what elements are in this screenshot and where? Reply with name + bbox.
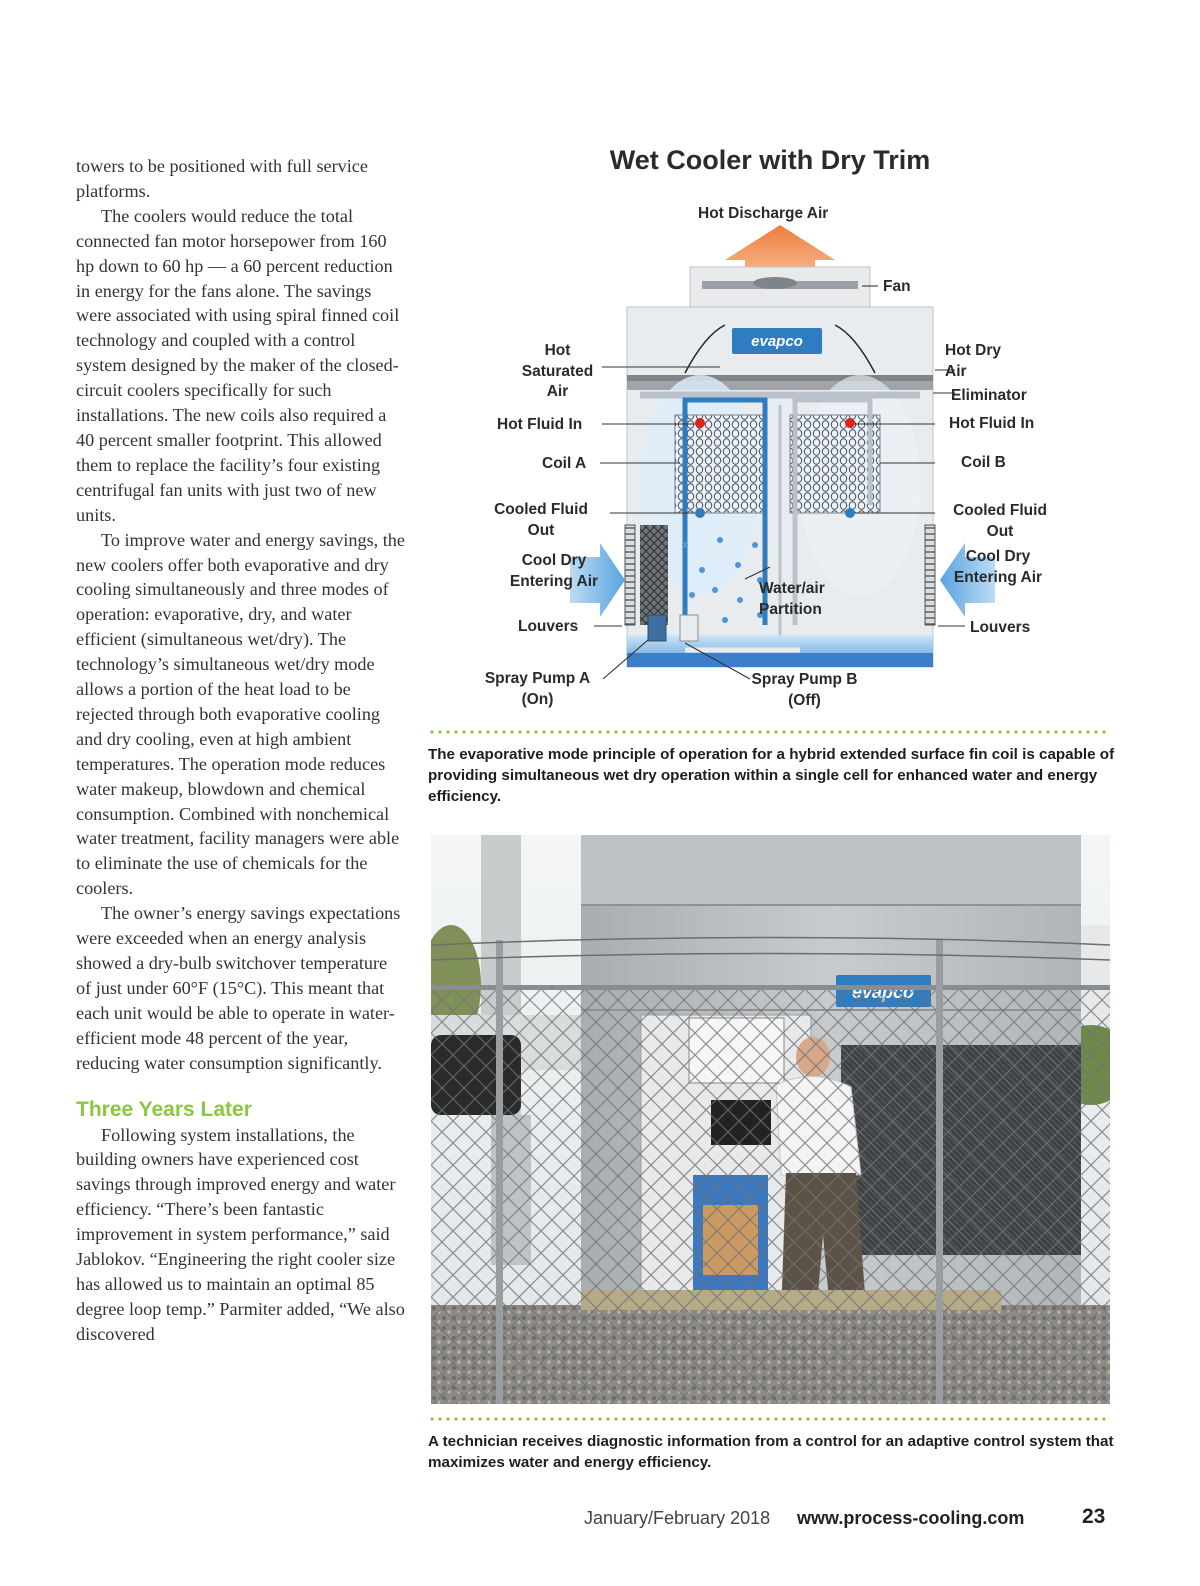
label-louvers-right: Louvers — [970, 619, 1031, 636]
article-paragraph: To improve water and energy savings, the new coolers offer both evaporative and dry cooling simultaneously and three modes of operation: evaporative, dry, and water efficient (simultaneous wet/dry). The technology’s simultaneous wet/dry mode allows a portion of the heat load to be rejected through both evaporative cooling and dry cooling, even at high ambient temperatures. The operation mode reduces water makeup, blowdown and chemical consumption. Combined with nonchemical water treatment, facility managers were able to eliminate the use of chemicals for the coolers. — [76, 529, 405, 899]
coil-a — [675, 415, 765, 513]
label-coil-a: Coil A — [542, 455, 587, 472]
page-number: 23 — [1082, 1505, 1106, 1528]
label-cooled-fluid-out-right: Cooled Fluid Out — [953, 502, 1047, 540]
technician-photo — [431, 835, 1110, 1404]
article-paragraph: The coolers would reduce the total connected fan motor horsepower from 160 hp down to 60 hp — a 60 percent reduction in energy for the fans alone. The savings were associated with using spiral finned coil technology and coupled with a control system designed by the maker of the closed-circuit coolers specifically for such installations. The new coils also required a 40 percent smaller footprint. This allowed them to replace the facility’s four existing centrifugal fan units with just two of new units. — [76, 205, 400, 525]
caption-divider — [428, 730, 1108, 734]
label-coil-b: Coil B — [961, 454, 1006, 471]
evapco-logo-text: evapco — [751, 333, 803, 350]
label-cool-dry-entering-air-right: Cool Dry Entering Air — [953, 548, 1043, 586]
label-spray-pump-a: Spray Pump A (On) — [484, 670, 591, 708]
footer-url[interactable]: www.process-cooling.com — [797, 1508, 1025, 1528]
label-water-air-partition: Water/air Partition — [759, 580, 825, 618]
article-paragraph: The owner’s energy savings expectations were exceeded when an energy analysis showed a dry-bulb switchover temperature of just under 60°F (15°C). This meant that each unit would be able to operate in water-efficient mode 48 percent of the year, reducing water consumption significantly. — [76, 903, 401, 1073]
section-subheading: Three Years Later — [76, 1097, 252, 1121]
article-paragraph: towers to be positioned with full service platforms. — [76, 156, 368, 201]
label-eliminator: Eliminator — [951, 387, 1027, 404]
figure-title: Wet Cooler with Dry Trim — [609, 145, 931, 175]
label-hot-dry-air: Hot Dry Air — [945, 342, 1001, 380]
footer-date: January/February 2018 — [584, 1508, 771, 1528]
label-cool-dry-entering-air-left: Cool Dry Entering Air — [509, 552, 599, 590]
figure-caption: The evaporative mode principle of operation for a hybrid extended surface fin coil is capable of providing simultaneous wet dry operation within a single cell for enhanced water and energy efficiency. — [428, 746, 1115, 805]
hot-discharge-arrow — [725, 225, 835, 273]
cooler-diagram — [470, 195, 1110, 720]
label-hot-fluid-in-right: Hot Fluid In — [949, 415, 1035, 432]
label-hot-discharge-air: Hot Discharge Air — [698, 205, 829, 222]
caption-divider — [428, 1417, 1108, 1421]
label-cooled-fluid-out-left: Cooled Fluid Out — [494, 501, 588, 539]
label-louvers-left: Louvers — [518, 618, 579, 635]
label-hot-saturated-air: Hot Saturated Air — [521, 342, 594, 400]
article-paragraph: Following system installations, the building owners have experienced cost savings through improved energy and water efficiency. “There’s been fantastic improvement in system performance,” said Jablokov. “Engineering the right cooler size has allowed us to maintain an optimal 85 degree loop temp.” Parmiter added, “We also discovered — [76, 1124, 405, 1344]
photo-caption: A technician receives diagnostic information from a control for an adaptive control system that maximizes water and energy efficiency. — [428, 1433, 1114, 1471]
label-spray-pump-b: Spray Pump B (Off) — [751, 671, 858, 709]
label-hot-fluid-in-left: Hot Fluid In — [497, 416, 583, 433]
coil-b — [790, 415, 880, 513]
article-column — [76, 154, 406, 1347]
label-fan: Fan — [883, 278, 911, 295]
fan-icon — [753, 277, 797, 289]
